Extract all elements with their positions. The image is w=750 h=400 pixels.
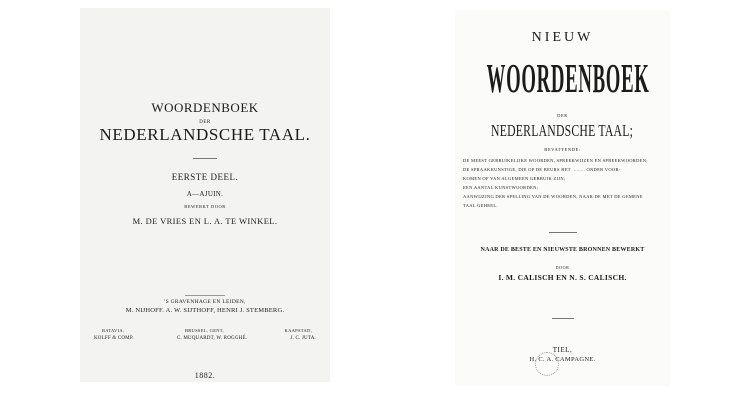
left-authors: M. DE VRIES EN L. A. TE WINKEL.: [132, 216, 278, 226]
contents-item: KOMEN OF VAN ALGEMEEN GEBRUIK ZIJN;: [463, 176, 566, 181]
left-title-line1: WOORDENBOEK: [151, 100, 259, 115]
left-branch-publishers: [94, 336, 316, 341]
left-branch-cities: [102, 328, 312, 333]
left-title-page: [80, 8, 330, 382]
right-authors: I. M. CALISCH EN N. S. CALISCH.: [498, 273, 627, 282]
left-title-line2: NEDERLANDSCHE TAAL.: [99, 125, 311, 144]
right-title-line2-text: WOORDENBOEK: [486, 55, 650, 102]
left-publisher-city: 'S GRAVENHAGE EN LEIDEN,: [164, 299, 246, 305]
branch-city: BATAVIA,: [102, 328, 125, 333]
left-title-der: DER: [199, 120, 211, 125]
left-volume: EERSTE DEEL.: [171, 172, 239, 182]
right-title-line2: [455, 55, 670, 102]
right-title-line3: [455, 123, 670, 140]
branch-publisher: J. C. JUTA.: [290, 336, 316, 341]
right-divider-top: [549, 232, 577, 233]
left-edited-by: BEWERKT DOOR: [184, 204, 226, 209]
branch-publisher: KOLFF & COMP.: [94, 336, 134, 341]
branch-publisher: C. MUQUARDT, W. ROGGHÉ.: [176, 336, 248, 341]
library-stamp: [535, 352, 559, 376]
right-sources: NAAR DE BESTE EN NIEUWSTE BRONNEN BEWERKT: [480, 247, 645, 253]
contents-item: AANWIJZING DER SPELLING VAN DE WOORDEN, NAAR DE MET DE GEMENE: [463, 194, 643, 199]
left-range: A—AJUIN.: [186, 190, 224, 198]
right-title-der: DER: [557, 113, 568, 118]
right-contents-list: [463, 156, 664, 210]
right-publisher: H. C. A. CAMPAGNE.: [529, 356, 596, 363]
contents-item: EEN AANTAL KUNSTWOORDEN;: [463, 185, 539, 190]
contents-item: DE MEEST GEBRUIKELIJKE WOORDEN, SPREEKWIJZEN EN SPREEKWOORDEN;: [463, 158, 648, 163]
right-city: TIEL,: [552, 346, 573, 354]
branch-city: BRUSSEL, GENT,: [184, 328, 224, 333]
left-year: 1882.: [194, 371, 216, 380]
left-divider-bottom: [185, 295, 225, 296]
left-divider-top: [193, 158, 217, 159]
left-publishers: M. NIJHOFF. A. W. SIJTHOFF, HENRI J. STEMBERG.: [125, 307, 285, 314]
contents-item: DE SPRAAKKUNSTIGE, DIE OP DE BEURS HET ......... ONDER VOOR-: [463, 167, 621, 172]
right-title-line3-text: NEDERLANDSCHE TAAL;: [491, 123, 634, 141]
right-title-line1: NIEUW: [531, 30, 594, 45]
right-by: DOOR: [555, 265, 570, 270]
right-divider-bottom: [552, 318, 574, 319]
contents-item: TAAL GEHEEL.: [463, 203, 498, 208]
branch-city: KAAPSTAD,: [284, 328, 312, 333]
right-contents-label: BEVATTENDE:: [544, 147, 581, 152]
right-title-page: [455, 10, 670, 386]
